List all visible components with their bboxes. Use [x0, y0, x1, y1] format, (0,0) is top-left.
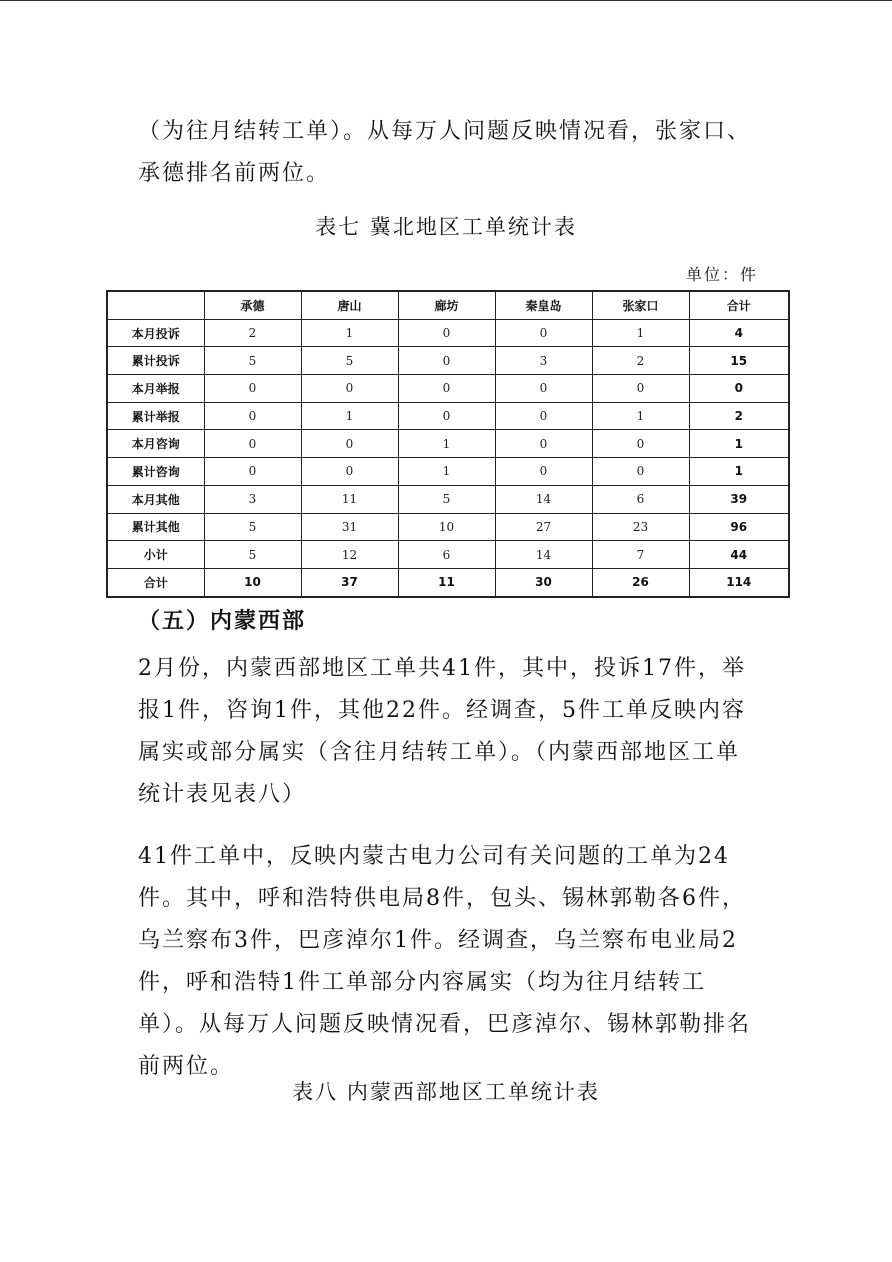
header-cell-tangshan: 唐山: [301, 291, 398, 319]
table-cell: 26: [592, 568, 689, 596]
row-total-cell: 114: [689, 568, 789, 596]
row-label: 累计咨询: [107, 458, 204, 486]
table-cell: 0: [495, 319, 592, 347]
header-cell-total: 合计: [689, 291, 789, 319]
table-cell: 5: [204, 541, 301, 569]
row-label: 本月举报: [107, 375, 204, 403]
table-cell: 11: [398, 568, 495, 596]
table-cell: 31: [301, 513, 398, 541]
table-cell: 0: [495, 375, 592, 403]
table-cell: 3: [204, 485, 301, 513]
table-row: [107, 347, 789, 375]
table-cell: 14: [495, 541, 592, 569]
row-total-cell: 39: [689, 485, 789, 513]
row-label: 累计投诉: [107, 347, 204, 375]
table-cell: 0: [495, 458, 592, 486]
table-cell: 23: [592, 513, 689, 541]
table7-caption: 表七 冀北地区工单统计表: [315, 215, 577, 239]
row-total-cell: 15: [689, 347, 789, 375]
table-cell: 0: [592, 430, 689, 458]
row-total-cell: 2: [689, 402, 789, 430]
table-cell: 2: [592, 347, 689, 375]
table-cell: 1: [592, 402, 689, 430]
table8-caption: 表八 内蒙西部地区工单统计表: [292, 1080, 600, 1104]
table-cell: 5: [398, 485, 495, 513]
table-cell: 14: [495, 485, 592, 513]
table-cell: 0: [495, 430, 592, 458]
table-cell: 0: [301, 458, 398, 486]
row-label: 累计举报: [107, 402, 204, 430]
table7-unit-label: 单位：件: [685, 265, 758, 284]
table-cell: 0: [398, 402, 495, 430]
table-cell: 7: [592, 541, 689, 569]
table-row: [107, 319, 789, 347]
table-cell: 5: [204, 513, 301, 541]
table-cell: 1: [301, 319, 398, 347]
table-cell: 0: [301, 375, 398, 403]
table-row: [107, 430, 789, 458]
table-cell: 1: [398, 458, 495, 486]
paragraph-1: 2月份，内蒙西部地区工单共41件，其中，投诉17件，举报1件，咨询1件，其他22件。经调查，5件工单反映内容属实或部分属实（含往月结转工单）。（内蒙西部地区工单统计表见表八）: [138, 656, 746, 807]
section-heading: （五）内蒙西部: [138, 609, 307, 634]
header-cell-chengde: 承德: [204, 291, 301, 319]
table-cell: 3: [495, 347, 592, 375]
intro-paragraph: （为往月结转工单）。从每万人问题反映情况看，张家口、承德排名前两位。: [138, 119, 752, 186]
table-cell: 30: [495, 568, 592, 596]
table-cell: 0: [204, 402, 301, 430]
paragraph-2: 41件工单中，反映内蒙古电力公司有关问题的工单为24件。其中，呼和浩特供电局8件，包头、锡林郭勒各6件，乌兰察布3件，巴彦淖尔1件。经调查，乌兰察布电业局2件，呼和浩特1件工单部分内容属实（均为往月结转工单）。从每万人问题反映情况看，巴彦淖尔、锡林郭勒排名前两位。: [138, 844, 752, 1079]
row-total-cell: 1: [689, 458, 789, 486]
row-label: 合计: [107, 568, 204, 596]
table-cell: 5: [204, 347, 301, 375]
row-total-cell: 44: [689, 541, 789, 569]
table-cell: 10: [398, 513, 495, 541]
page-top-rule: [0, 0, 892, 1]
row-label: 本月咨询: [107, 430, 204, 458]
table-sum-row: [107, 568, 789, 596]
table-row: [107, 375, 789, 403]
table-cell: 1: [398, 430, 495, 458]
row-total-cell: 96: [689, 513, 789, 541]
table-cell: 2: [204, 319, 301, 347]
table-cell: 0: [398, 375, 495, 403]
row-label: 小计: [107, 541, 204, 569]
table-row: [107, 541, 789, 569]
row-total-cell: 0: [689, 375, 789, 403]
table-row: [107, 485, 789, 513]
table-cell: 1: [301, 402, 398, 430]
table-header-row: [107, 291, 789, 319]
table-cell: 0: [495, 402, 592, 430]
table7-north-hebei-stats: [106, 290, 790, 598]
table-cell: 6: [592, 485, 689, 513]
header-cell-qinhuangdao: 秦皇岛: [495, 291, 592, 319]
header-cell-langfang: 廊坊: [398, 291, 495, 319]
table-cell: 0: [592, 458, 689, 486]
table-cell: 0: [592, 375, 689, 403]
table-cell: 0: [398, 319, 495, 347]
table-cell: 12: [301, 541, 398, 569]
table-row: [107, 402, 789, 430]
table-cell: 10: [204, 568, 301, 596]
table-row: [107, 513, 789, 541]
table-cell: 0: [204, 458, 301, 486]
row-total-cell: 4: [689, 319, 789, 347]
table-row: [107, 458, 789, 486]
header-cell-blank: [107, 291, 204, 319]
table-cell: 0: [398, 347, 495, 375]
table-cell: 6: [398, 541, 495, 569]
row-label: 本月投诉: [107, 319, 204, 347]
header-cell-zhangjiakou: 张家口: [592, 291, 689, 319]
row-total-cell: 1: [689, 430, 789, 458]
table-cell: 0: [301, 430, 398, 458]
table-cell: 27: [495, 513, 592, 541]
row-label: 累计其他: [107, 513, 204, 541]
table-cell: 0: [204, 430, 301, 458]
table-cell: 1: [592, 319, 689, 347]
table-cell: 0: [204, 375, 301, 403]
table-cell: 11: [301, 485, 398, 513]
table-cell: 5: [301, 347, 398, 375]
row-label: 本月其他: [107, 485, 204, 513]
table-cell: 37: [301, 568, 398, 596]
